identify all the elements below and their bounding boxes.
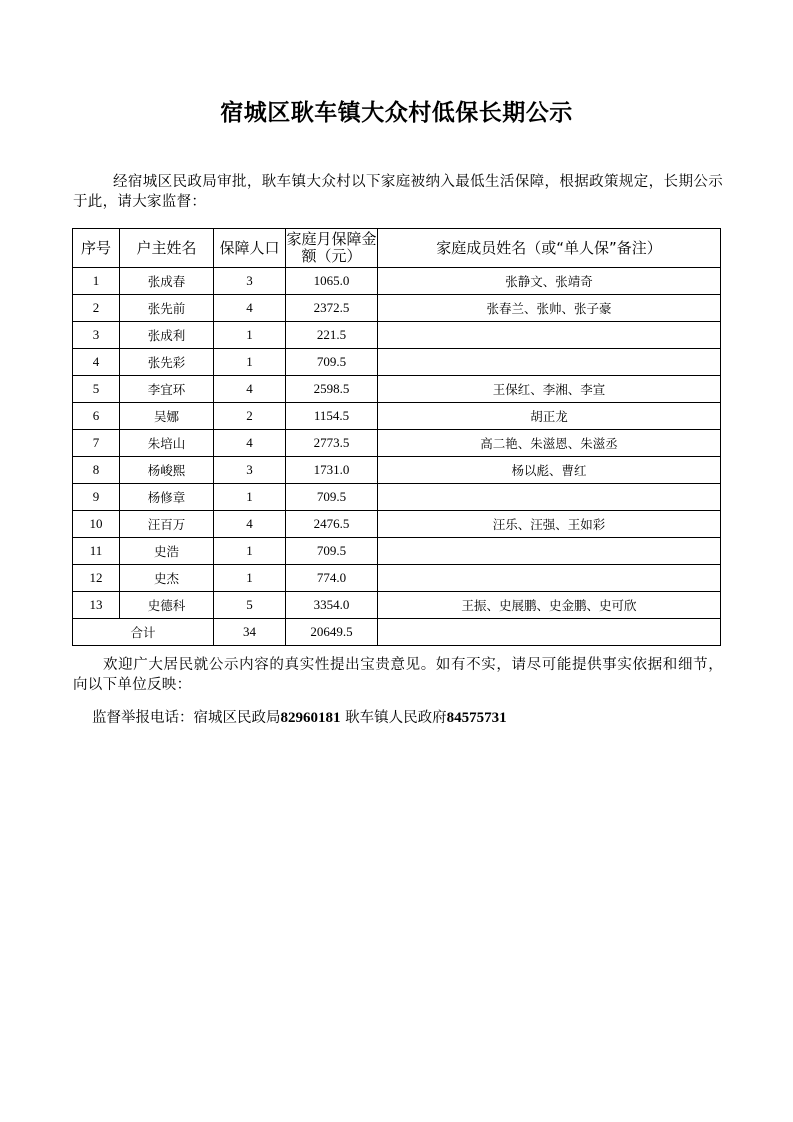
cell-people: 1 <box>214 538 286 565</box>
cell-members: 张静文、张靖奇 <box>378 268 721 295</box>
cell-head-name: 杨峻熙 <box>120 457 214 484</box>
civil-affairs-phone: 82960181 <box>280 710 341 726</box>
cell-members: 汪乐、汪强、王如彩 <box>378 511 721 538</box>
table-body <box>73 268 721 646</box>
cell-index: 9 <box>73 484 120 511</box>
cell-index: 6 <box>73 403 120 430</box>
cell-people: 1 <box>214 484 286 511</box>
cell-amount: 709.5 <box>286 349 378 376</box>
table-row <box>73 538 721 565</box>
cell-head-name: 张先前 <box>120 295 214 322</box>
cell-amount: 221.5 <box>286 322 378 349</box>
total-row <box>73 619 721 646</box>
cell-index: 12 <box>73 565 120 592</box>
cell-people: 4 <box>214 295 286 322</box>
table-header-row <box>73 229 721 268</box>
cell-index: 7 <box>73 430 120 457</box>
cell-people: 2 <box>214 403 286 430</box>
cell-head-name: 史杰 <box>120 565 214 592</box>
header-index: 序号 <box>73 229 120 268</box>
table-row <box>73 376 721 403</box>
table-row <box>73 268 721 295</box>
cell-members <box>378 322 721 349</box>
cell-amount: 2476.5 <box>286 511 378 538</box>
cell-members: 杨以彪、曹红 <box>378 457 721 484</box>
cell-head-name: 李宜环 <box>120 376 214 403</box>
cell-members: 胡正龙 <box>378 403 721 430</box>
cell-amount: 2773.5 <box>286 430 378 457</box>
cell-members <box>378 538 721 565</box>
contact-middle: 耿车镇人民政府 <box>340 710 447 726</box>
cell-head-name: 汪百万 <box>120 511 214 538</box>
cell-index: 2 <box>73 295 120 322</box>
table-row <box>73 484 721 511</box>
cell-members: 高二艳、朱滋恩、朱滋丞 <box>378 430 721 457</box>
cell-head-name: 朱培山 <box>120 430 214 457</box>
table-row <box>73 565 721 592</box>
cell-index: 10 <box>73 511 120 538</box>
cell-people: 4 <box>214 376 286 403</box>
contact-line <box>92 708 507 728</box>
cell-people: 3 <box>214 457 286 484</box>
cell-index: 11 <box>73 538 120 565</box>
feedback-paragraph: 欢迎广大居民就公示内容的真实性提出宝贵意见。如有不实，请尽可能提供事实依据和细节，向以下单位反映： <box>73 657 723 693</box>
table-row <box>73 322 721 349</box>
cell-index: 8 <box>73 457 120 484</box>
cell-head-name: 张成利 <box>120 322 214 349</box>
cell-head-name: 张成春 <box>120 268 214 295</box>
total-label: 合计 <box>73 619 214 646</box>
table-row <box>73 430 721 457</box>
cell-amount: 1065.0 <box>286 268 378 295</box>
table-row <box>73 349 721 376</box>
contact-prefix: 监督举报电话：宿城区民政局 <box>92 710 281 726</box>
cell-members <box>378 484 721 511</box>
cell-head-name: 史德科 <box>120 592 214 619</box>
cell-people: 1 <box>214 565 286 592</box>
table-row <box>73 457 721 484</box>
total-people: 34 <box>214 619 286 646</box>
cell-amount: 3354.0 <box>286 592 378 619</box>
cell-amount: 2372.5 <box>286 295 378 322</box>
table-row <box>73 592 721 619</box>
cell-head-name: 吴娜 <box>120 403 214 430</box>
header-people: 保障人口 <box>214 229 286 268</box>
cell-people: 4 <box>214 511 286 538</box>
cell-people: 1 <box>214 349 286 376</box>
table-row <box>73 295 721 322</box>
cell-amount: 709.5 <box>286 484 378 511</box>
cell-members <box>378 349 721 376</box>
cell-members <box>378 565 721 592</box>
header-members: 家庭成员姓名（或“单人保”备注） <box>378 229 721 268</box>
cell-index: 1 <box>73 268 120 295</box>
cell-head-name: 史浩 <box>120 538 214 565</box>
cell-people: 3 <box>214 268 286 295</box>
cell-amount: 2598.5 <box>286 376 378 403</box>
header-head-name: 户主姓名 <box>120 229 214 268</box>
total-amount: 20649.5 <box>286 619 378 646</box>
header-amount: 家庭月保障金额（元） <box>286 229 378 268</box>
cell-index: 13 <box>73 592 120 619</box>
cell-amount: 774.0 <box>286 565 378 592</box>
subsidy-table <box>72 228 721 646</box>
cell-members: 王振、史展鹏、史金鹏、史可欣 <box>378 592 721 619</box>
cell-members: 张春兰、张帅、张子豪 <box>378 295 721 322</box>
cell-head-name: 杨修章 <box>120 484 214 511</box>
cell-head-name: 张先彩 <box>120 349 214 376</box>
cell-amount: 1154.5 <box>286 403 378 430</box>
intro-paragraph: 经宿城区民政局审批，耿车镇大众村以下家庭被纳入最低生活保障，根据政策规定，长期公示于此，请大家监督： <box>73 174 723 210</box>
cell-index: 4 <box>73 349 120 376</box>
table-row <box>73 511 721 538</box>
document-title: 宿城区耿车镇大众村低保长期公示 <box>220 99 573 126</box>
cell-people: 1 <box>214 322 286 349</box>
cell-people: 4 <box>214 430 286 457</box>
cell-amount: 1731.0 <box>286 457 378 484</box>
cell-amount: 709.5 <box>286 538 378 565</box>
cell-members: 王保红、李湘、李宣 <box>378 376 721 403</box>
town-government-phone: 84575731 <box>446 710 507 726</box>
cell-index: 3 <box>73 322 120 349</box>
total-members <box>378 619 721 646</box>
cell-people: 5 <box>214 592 286 619</box>
cell-index: 5 <box>73 376 120 403</box>
table-row <box>73 403 721 430</box>
